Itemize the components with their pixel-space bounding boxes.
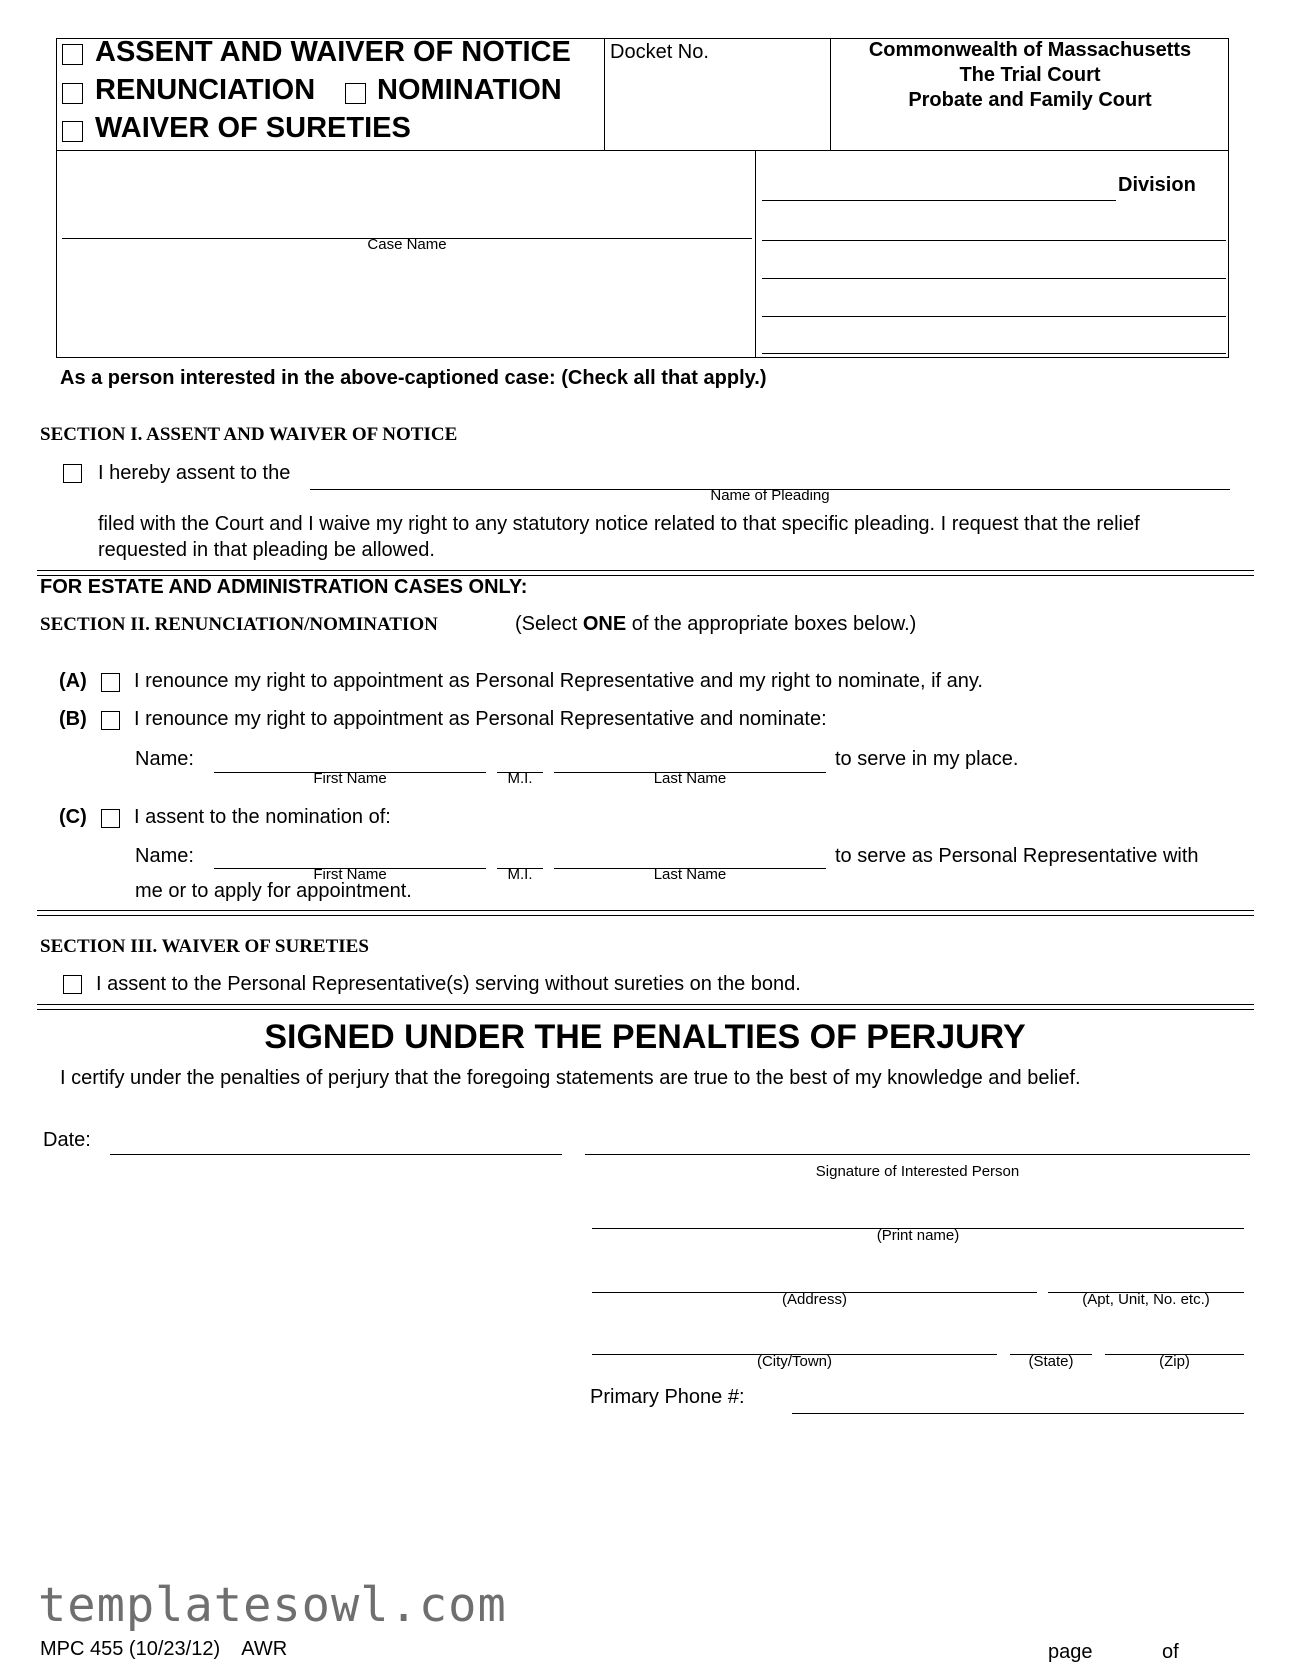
option-b-mi-caption: M.I. <box>507 770 533 787</box>
title-waiver-sureties: WAIVER OF SURETIES <box>95 112 411 144</box>
date-label: Date: <box>43 1129 91 1151</box>
title-assent-waiver: ASSENT AND WAIVER OF NOTICE <box>95 36 571 68</box>
waiver-sureties-title-checkbox[interactable] <box>62 121 83 142</box>
section-1-text-line-2: requested in that pleading be allowed. <box>98 539 435 561</box>
case-name-caption: Case Name <box>367 236 447 253</box>
header-divider-v2 <box>830 38 831 151</box>
option-c-suffix-line-2: me or to apply for appointment. <box>135 880 412 902</box>
signature-caption: Signature of Interested Person <box>815 1163 1020 1180</box>
city-caption: (City/Town) <box>756 1353 832 1370</box>
option-c-letter: (C) <box>59 806 87 828</box>
section-2-instruction: (Select ONE of the appropriate boxes below.) <box>515 613 917 635</box>
phone-label: Primary Phone #: <box>590 1386 745 1408</box>
print-name-caption: (Print name) <box>876 1227 960 1244</box>
perjury-heading: SIGNED UNDER THE PENALTIES OF PERJURY <box>264 1018 1026 1056</box>
section-3-heading: SECTION III. WAIVER OF SURETIES <box>40 936 369 957</box>
option-a-letter: (A) <box>59 670 87 692</box>
option-c-name-label: Name: <box>135 845 194 867</box>
watermark: templatesowl.com <box>38 1578 507 1633</box>
divider <box>37 1004 1254 1005</box>
option-b-text: I renounce my right to appointment as Personal Representative and nominate: <box>134 708 827 730</box>
docket-label: Docket No. <box>610 41 709 63</box>
court-address-line-4[interactable] <box>762 353 1226 354</box>
sureties-checkbox[interactable] <box>63 975 82 994</box>
option-a-checkbox[interactable] <box>101 673 120 692</box>
divider <box>37 570 1254 571</box>
divider <box>37 910 1254 911</box>
header-divider-h <box>56 150 1229 151</box>
court-address-line-2[interactable] <box>762 278 1226 279</box>
state-caption: (State) <box>1028 1353 1074 1370</box>
assent-checkbox[interactable] <box>63 464 82 483</box>
section-2-heading: SECTION II. RENUNCIATION/NOMINATION <box>40 614 438 635</box>
pleading-name-caption: Name of Pleading <box>710 487 830 504</box>
phone-field[interactable] <box>792 1413 1244 1414</box>
division-label: Division <box>1118 174 1196 196</box>
title-renunciation: RENUNCIATION <box>95 74 316 106</box>
assent-prefix: I hereby assent to the <box>98 462 291 484</box>
nomination-title-checkbox[interactable] <box>345 83 366 104</box>
signature-field[interactable] <box>585 1154 1250 1155</box>
option-a-text: I renounce my right to appointment as Personal Representative and my right to nominate, if any. <box>134 670 983 692</box>
option-c-last-name-caption: Last Name <box>653 866 727 883</box>
perjury-statement: I certify under the penalties of perjury that the foregoing statements are true to the best of my knowledge and belief. <box>60 1067 1081 1089</box>
assent-waiver-title-checkbox[interactable] <box>62 44 83 65</box>
docket-number-field[interactable] <box>610 70 825 144</box>
address-caption: (Address) <box>781 1291 848 1308</box>
header-divider-v1 <box>604 38 605 151</box>
court-name-block <box>832 38 1228 113</box>
option-c-text: I assent to the nomination of: <box>134 806 391 828</box>
section-1-heading: SECTION I. ASSENT AND WAIVER OF NOTICE <box>40 424 458 445</box>
court-line-2: The Trial Court <box>959 64 1101 86</box>
date-field[interactable] <box>110 1154 562 1155</box>
divider <box>37 1009 1254 1010</box>
estate-only-heading: FOR ESTATE AND ADMINISTRATION CASES ONLY: <box>40 576 528 598</box>
option-b-checkbox[interactable] <box>101 711 120 730</box>
option-b-suffix: to serve in my place. <box>835 748 1019 770</box>
division-line[interactable] <box>762 200 1116 201</box>
option-b-first-name-caption: First Name <box>313 770 387 787</box>
section-1-text-line-1: filed with the Court and I waive my right to any statutory notice related to that specific pleading. I request that the relief <box>98 513 1140 535</box>
form-id: MPC 455 (10/23/12) AWR <box>40 1638 288 1660</box>
court-address-line-1[interactable] <box>762 240 1226 241</box>
intro-text: As a person interested in the above-captioned case: (Check all that apply.) <box>60 367 767 389</box>
renunciation-title-checkbox[interactable] <box>62 83 83 104</box>
option-b-last-name-caption: Last Name <box>653 770 727 787</box>
option-c-mi-caption: M.I. <box>507 866 533 883</box>
option-b-letter: (B) <box>59 708 87 730</box>
court-line-3: Probate and Family Court <box>908 89 1152 111</box>
option-c-suffix: to serve as Personal Representative with <box>835 845 1199 867</box>
court-line-1: Commonwealth of Massachusetts <box>868 39 1192 61</box>
zip-caption: (Zip) <box>1159 1353 1190 1370</box>
option-c-checkbox[interactable] <box>101 809 120 828</box>
section-3-text: I assent to the Personal Representative(s) serving without sureties on the bond. <box>96 973 801 995</box>
option-c-first-name-caption: First Name <box>313 866 387 883</box>
divider <box>37 915 1254 916</box>
title-nomination: NOMINATION <box>377 74 562 106</box>
of-label: of <box>1162 1641 1179 1663</box>
court-address-line-3[interactable] <box>762 316 1226 317</box>
option-b-name-label: Name: <box>135 748 194 770</box>
page-label: page <box>1048 1641 1093 1663</box>
apt-caption: (Apt, Unit, No. etc.) <box>1082 1291 1210 1308</box>
header-divider-v3 <box>755 150 756 358</box>
